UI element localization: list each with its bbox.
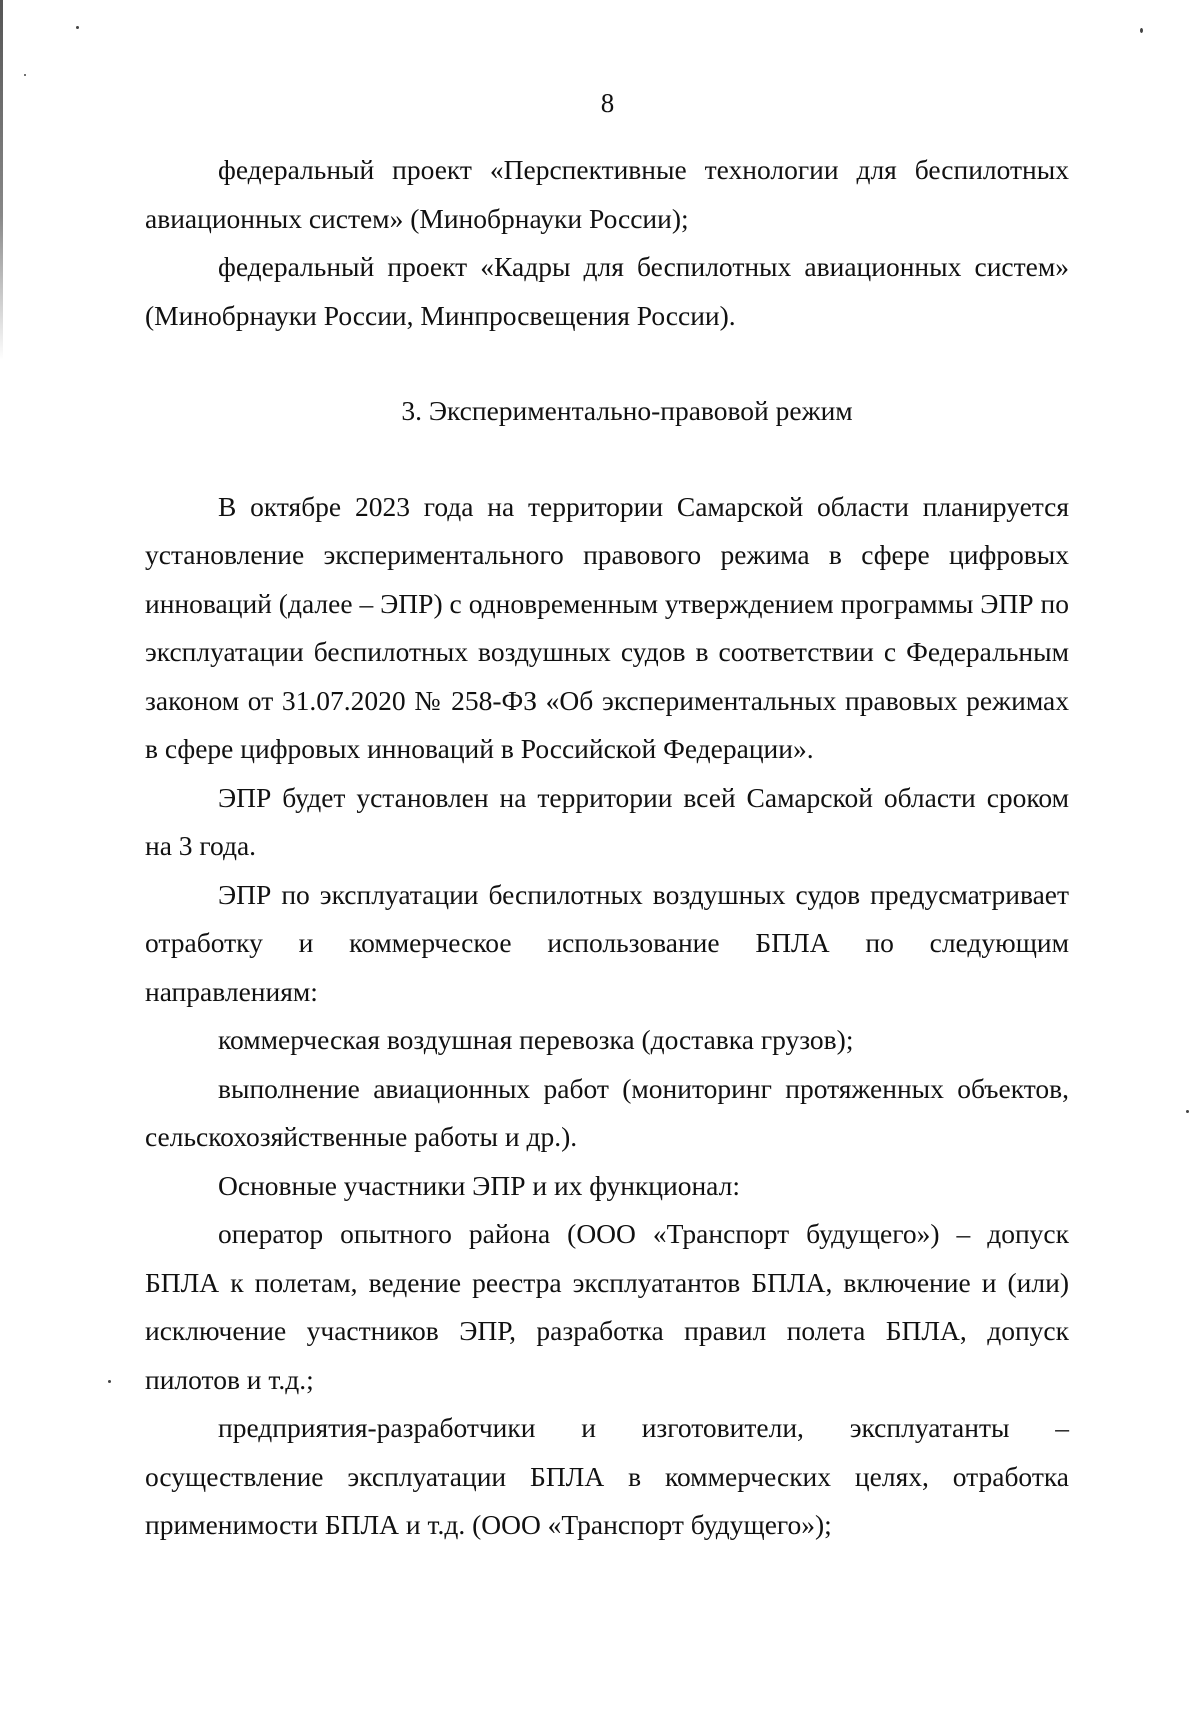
scan-speck bbox=[1140, 28, 1143, 33]
scan-edge-shadow bbox=[0, 0, 3, 360]
scan-speck bbox=[1186, 1110, 1189, 1113]
paragraph: В октябре 2023 года на территории Самарской области планируется установление экспериментального правового режима в сфере цифровых инноваций (далее – ЭПР) с одновременным утверждением программы ЭПР по эксплуатации беспилотных воздушных судов в соответствии с Федеральным законом от 31.07.2020 № 258-ФЗ «Об экспериментальных правовых режимах в сфере цифровых инноваций в Российской Федерации». bbox=[145, 490, 1069, 764]
paragraph: федеральный проект «Перспективные технологии для беспилотных авиационных систем» (Минобрнауки России); bbox=[145, 154, 1069, 234]
document-body bbox=[145, 146, 1069, 1550]
spacer bbox=[145, 340, 1069, 387]
section-heading: 3. Экспериментально-правовой режим bbox=[401, 395, 853, 426]
scan-speck bbox=[76, 26, 79, 29]
paragraph: предприятия-разработчики и изготовители, эксплуатанты – осуществление эксплуатации БПЛА в коммерческих целях, отработка применимости БПЛА и т.д. (ООО «Транспорт будущего»); bbox=[145, 1412, 1069, 1540]
page-number: 8 bbox=[600, 88, 615, 118]
spacer bbox=[145, 436, 1069, 483]
paragraph: оператор опытного района (ООО «Транспорт будущего») – допуск БПЛА к полетам, ведение реестра эксплуатантов БПЛА, включение и (или) исключение участников ЭПР, разработка правил полета БПЛА, допуск пилотов и т.д.; bbox=[145, 1218, 1069, 1395]
paragraph: ЭПР будет установлен на территории всей Самарской области сроком на 3 года. bbox=[145, 781, 1069, 861]
paragraph: федеральный проект «Кадры для беспилотных авиационных систем» (Минобрнауки России, Минпросвещения России). bbox=[145, 251, 1069, 331]
paragraph: ЭПР по эксплуатации беспилотных воздушных судов предусматривает отработку и коммерческое использование БПЛА по следующим направлениям: bbox=[145, 878, 1069, 1007]
paragraph: коммерческая воздушная перевозка (доставка грузов); bbox=[218, 1024, 854, 1055]
scan-speck bbox=[108, 1380, 111, 1383]
paragraph: выполнение авиационных работ (мониторинг протяженных объектов, сельскохозяйственные работы и др.). bbox=[145, 1072, 1069, 1152]
scan-speck bbox=[24, 74, 26, 76]
paragraph: Основные участники ЭПР и их функционал: bbox=[218, 1169, 740, 1201]
